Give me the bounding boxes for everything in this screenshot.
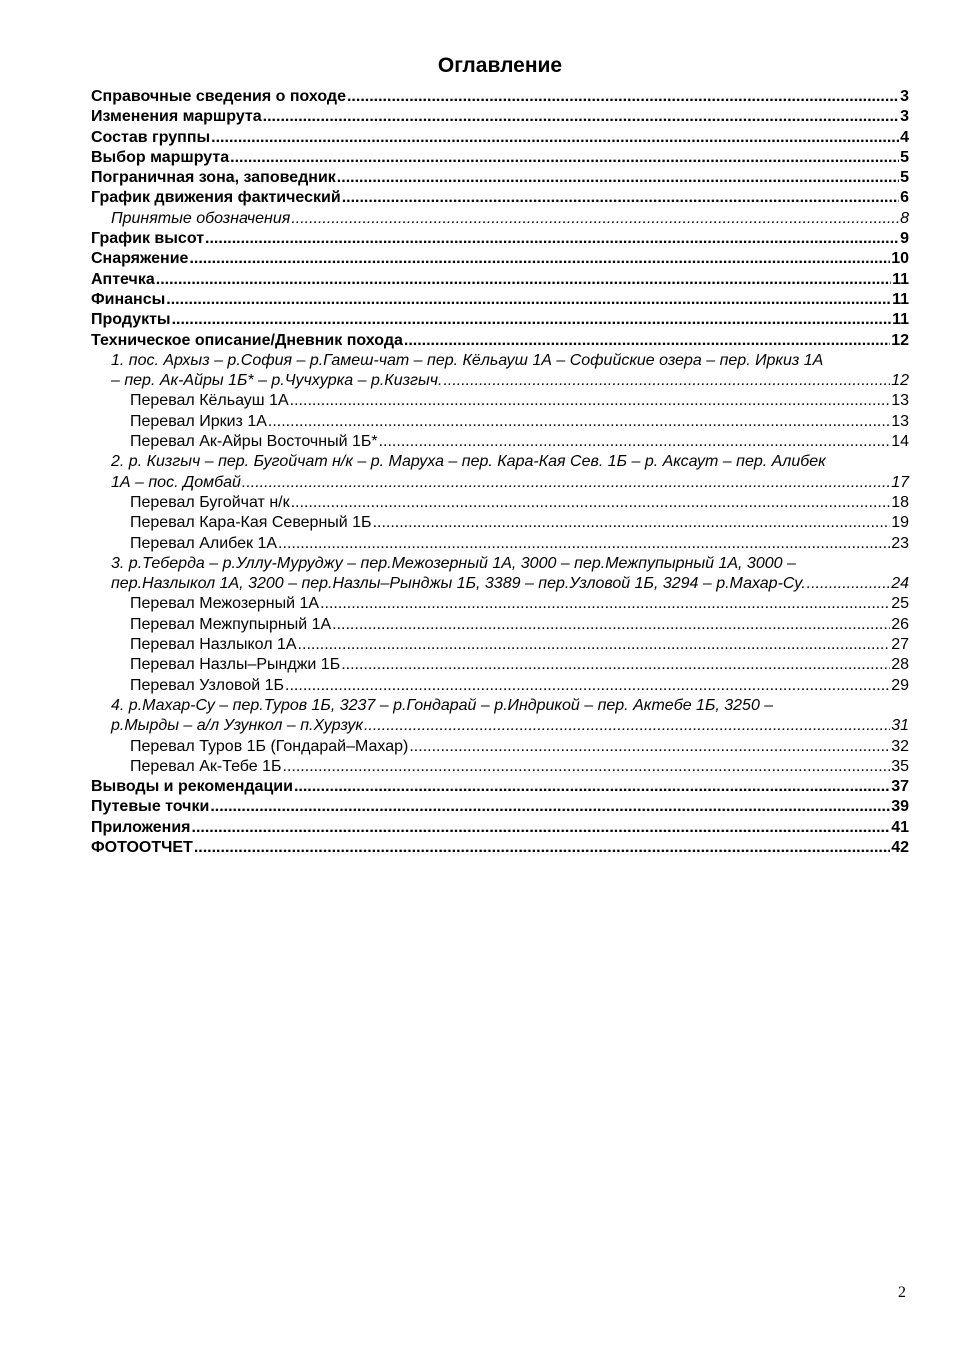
toc-entry-page: 11 [892, 311, 909, 329]
dot-leader [283, 757, 891, 777]
dot-leader [404, 331, 890, 351]
toc-entry-line: 2. р. Кизгыч – пер. Бугойчат н/к – р. Маруха – пер. Кара-Кая Сев. 1Б – р. Аксаут – пер. Алибек [111, 453, 826, 471]
toc-entry-page: 10 [891, 250, 909, 268]
toc-entry-page: 3 [900, 108, 909, 126]
toc-entry-title: Перевал Назлыкол 1А [130, 636, 297, 654]
dot-leader [337, 168, 899, 188]
toc-entry[interactable] [91, 229, 909, 249]
toc-entry[interactable] [91, 188, 909, 208]
toc-entry-page: 11 [892, 290, 909, 308]
toc-entry-title: Перевал Межозерный 1А [130, 595, 320, 613]
toc-entry-title: Перевал Узловой 1Б [130, 676, 285, 694]
toc-entry-line: 4. р.Махар-Су – пер.Туров 1Б, 3237 – р.Гондарай – р.Индрикой – пер. Актебе 1Б, 3250 – [111, 696, 774, 714]
toc-entry-title: пер.Назлыкол 1А, 3200 – пер.Назлы–Рынджы 1Б, 3389 – пер.Узловой 1Б, 3294 – р.Махар-Су. [111, 575, 806, 593]
toc-entry[interactable] [91, 249, 909, 269]
dot-leader [443, 371, 890, 391]
dot-leader [373, 513, 891, 533]
toc-entry[interactable] [91, 777, 909, 797]
toc-entry[interactable] [91, 168, 909, 188]
toc-entry-page: 12 [891, 372, 909, 390]
toc-entry[interactable] [91, 148, 909, 168]
dot-leader [291, 493, 891, 513]
toc-entry-title: ФОТООТЧЕТ [91, 838, 193, 856]
dot-leader [291, 209, 899, 229]
toc-entry[interactable] [91, 473, 909, 493]
toc-entry[interactable] [91, 574, 909, 594]
dot-leader [242, 473, 890, 493]
dot-leader [210, 797, 890, 817]
dot-leader [807, 574, 891, 594]
toc-entry-title: Путевые точки [91, 798, 210, 816]
toc-entry-title: Выбор маршрута [91, 148, 230, 166]
toc-entry-page: 23 [891, 534, 909, 552]
toc-entry-title: Пограничная зона, заповедник [91, 169, 336, 187]
toc-entry-title: Справочные сведения о походе [91, 88, 346, 105]
toc-entry-page: 29 [891, 676, 909, 694]
toc-entry[interactable] [91, 87, 909, 107]
toc-entry[interactable] [91, 615, 909, 635]
toc-entry-page: 6 [900, 189, 909, 207]
dot-leader [285, 676, 890, 696]
toc-entry-line: 3. р.Теберда – р.Уллу-Муруджу – пер.Межозерный 1А, 3000 – пер.Межпупырный 1А, 3000 – [111, 554, 796, 572]
toc-entry-page: 5 [900, 169, 909, 187]
toc-entry-page: 24 [891, 575, 909, 593]
toc-entry[interactable] [91, 635, 909, 655]
toc-entry-title: Перевал Назлы–Рынджи 1Б [130, 656, 341, 674]
toc-entry[interactable] [91, 534, 909, 554]
toc-entry-page: 31 [891, 717, 909, 735]
toc-entry-page: 42 [891, 838, 909, 856]
dot-leader [194, 838, 890, 858]
toc-entry-title: Принятые обозначения [111, 209, 291, 227]
toc-entry[interactable] [91, 493, 909, 513]
dot-leader [347, 87, 899, 107]
toc-entry-page: 13 [891, 412, 909, 430]
toc-entry-title: Продукты [91, 311, 171, 329]
toc-entry-page: 5 [900, 148, 909, 166]
toc-entry[interactable] [91, 676, 909, 696]
toc-entry-title: Аптечка [91, 270, 155, 288]
page-title: Оглавление [437, 54, 563, 77]
toc-entry[interactable] [91, 655, 909, 675]
dot-leader [290, 391, 891, 411]
toc-entry[interactable] [91, 432, 909, 452]
dot-leader [320, 594, 890, 614]
toc-entry-page: 37 [891, 778, 909, 796]
toc-entry-page: 3 [900, 88, 909, 105]
dot-leader [156, 270, 891, 290]
toc-entry-title: Перевал Кёльауш 1А [130, 392, 289, 410]
dot-leader [230, 148, 899, 168]
toc-entry[interactable] [91, 797, 909, 817]
toc-entry[interactable] [91, 209, 909, 229]
dot-leader [192, 818, 891, 838]
toc-entry-title: Приложения [91, 818, 191, 836]
toc-entry-page: 28 [891, 656, 909, 674]
toc-entry-page: 11 [892, 270, 909, 288]
toc-entry-title: График движения фактический [91, 189, 341, 207]
toc-entry-page: 32 [891, 737, 909, 755]
dot-leader [332, 615, 890, 635]
toc-entry-title: Техническое описание/Дневник похода [91, 331, 403, 349]
dot-leader [278, 534, 890, 554]
toc-entry-line: 1. пос. Архыз – р.София – р.Гамеш-чат – пер. Кёльауш 1А – Софийские озера – пер. Иркиз 1А [111, 351, 824, 369]
toc-entry-title: 1А – пос. Домбай [111, 473, 241, 491]
toc-entry-page: 19 [891, 514, 909, 532]
toc-entry-title: – пер. Ак-Айры 1Б* – р.Чучхурка – р.Кизгыч. [111, 372, 443, 390]
toc-entry-page: 25 [891, 595, 909, 613]
toc-entry-page: 14 [891, 433, 909, 451]
toc-entry[interactable] [91, 290, 909, 310]
dot-leader [268, 412, 890, 432]
toc-entry-page: 26 [891, 615, 909, 633]
dot-leader [189, 249, 890, 269]
toc-entry-title: Перевал Иркиз 1А [130, 412, 267, 430]
dot-leader [205, 229, 899, 249]
dot-leader [364, 716, 890, 736]
toc-entry-page: 35 [891, 757, 909, 775]
toc-entry-page: 41 [891, 818, 909, 836]
toc-entry-title: Перевал Ак-Тебе 1Б [130, 757, 282, 775]
dot-leader [342, 188, 899, 208]
toc-entry-title: Состав группы [91, 128, 211, 146]
dot-leader [294, 777, 890, 797]
toc-entry-title: Финансы [91, 290, 166, 308]
toc-entry[interactable] [91, 716, 909, 736]
dot-leader [341, 655, 890, 675]
toc-entry-page: 17 [891, 473, 909, 491]
toc-entry-title: Перевал Ак-Айры Восточный 1Б* [130, 433, 378, 451]
dot-leader [409, 737, 890, 757]
toc-entry[interactable] [91, 838, 909, 858]
toc-entry[interactable] [91, 371, 909, 391]
toc-entry[interactable] [91, 391, 909, 411]
toc-entry-page: 18 [891, 493, 909, 511]
page-number: 2 [898, 1284, 906, 1301]
toc-entry-title: Изменения маршрута [91, 108, 262, 126]
toc-entry[interactable] [91, 818, 909, 838]
toc-entry-title: Снаряжение [91, 250, 189, 268]
dot-leader [379, 432, 891, 452]
toc-entry-title: Перевал Кара-Кая Северный 1Б [130, 514, 372, 532]
table-of-contents [91, 87, 909, 858]
toc-entry-title: Перевал Туров 1Б (Гондарай–Махар) [130, 737, 409, 755]
toc-entry[interactable] [91, 513, 909, 533]
toc-entry-title: Перевал Межпупырный 1А [130, 615, 332, 633]
toc-entry[interactable] [91, 128, 909, 148]
toc-entry[interactable] [91, 270, 909, 290]
dot-leader [211, 128, 899, 148]
toc-entry-page: 9 [900, 230, 909, 248]
toc-entry-page: 8 [900, 209, 909, 227]
dot-leader [172, 310, 891, 330]
toc-entry[interactable] [91, 331, 909, 351]
toc-entry[interactable] [91, 412, 909, 432]
toc-entry-page: 12 [891, 331, 909, 349]
toc-entry[interactable] [91, 757, 909, 777]
toc-entry[interactable] [91, 107, 909, 127]
toc-entry-title: Перевал Бугойчат н/к [130, 493, 290, 511]
toc-entry[interactable] [91, 594, 909, 614]
dot-leader [298, 635, 891, 655]
toc-entry-page: 4 [900, 128, 909, 146]
toc-entry-title: Выводы и рекомендации [91, 778, 293, 796]
toc-entry-page: 13 [891, 392, 909, 410]
toc-entry-title: График высот [91, 230, 205, 248]
toc-entry-title: Перевал Алибек 1А [130, 534, 278, 552]
toc-entry-title: р.Мырды – а/л Узункол – п.Хурзук [111, 717, 363, 735]
dot-leader [263, 107, 899, 127]
toc-entry[interactable] [91, 310, 909, 330]
toc-entry[interactable] [91, 737, 909, 757]
dot-leader [166, 290, 891, 310]
toc-entry-page: 39 [891, 798, 909, 816]
toc-entry-page: 27 [891, 636, 909, 654]
